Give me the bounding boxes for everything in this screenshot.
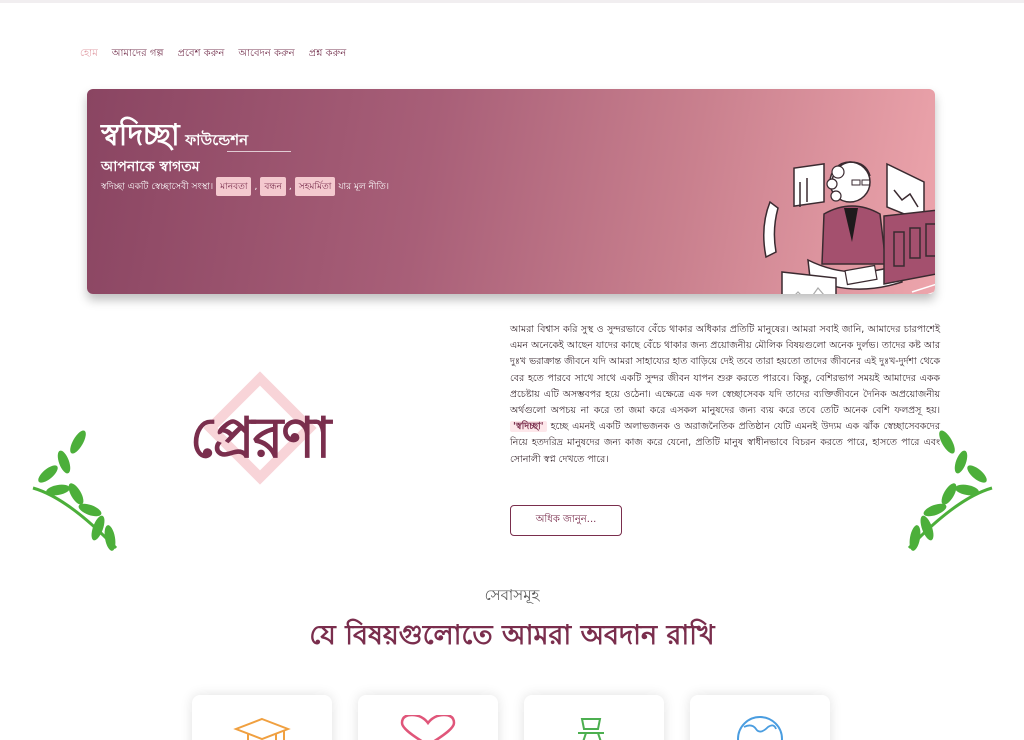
brand-underline xyxy=(227,151,291,152)
hero-tagline: স্বদিচ্ছা একটি স্বেচ্ছাসেবী সংস্থা। মানবতা , বন্ধন , সহমর্মিতা যার মূল নীতি। xyxy=(101,177,389,196)
motto-heading: প্রেরণা xyxy=(190,405,330,471)
service-card-health[interactable] xyxy=(358,695,498,740)
hero-banner xyxy=(87,89,935,294)
service-card-food[interactable] xyxy=(524,695,664,740)
graduation-cap-icon xyxy=(232,715,292,740)
motto-block xyxy=(180,380,380,495)
nav-ask[interactable]: প্রশ্ন করুন xyxy=(308,48,347,59)
nav-our-story[interactable]: আমাদের গল্প xyxy=(111,48,164,59)
nav-home[interactable]: হোম xyxy=(80,48,98,59)
value-chip-empathy: সহমর্মিতা xyxy=(295,177,336,196)
services-kicker: সেবাসমূহ xyxy=(484,586,540,604)
top-border xyxy=(0,0,1024,3)
globe-icon xyxy=(730,715,790,740)
learn-more-button[interactable]: অধিক জানুন... xyxy=(510,505,622,536)
welcome-heading: আপনাকে স্বাগতম xyxy=(101,159,200,175)
service-card-education[interactable] xyxy=(192,695,332,740)
nav-apply[interactable]: আবেদন করুন xyxy=(238,48,295,59)
tagline-prefix: স্বদিচ্ছা একটি স্বেচ্ছাসেবী সংস্থা। xyxy=(101,182,214,192)
value-chip-humanity: মানবতা xyxy=(216,177,251,196)
brand-name: স্বদিচ্ছা xyxy=(101,118,180,153)
service-card-global[interactable] xyxy=(690,695,830,740)
nav-login[interactable]: প্রবেশ করুন xyxy=(177,48,225,59)
value-chip-bond: বন্ধন xyxy=(260,177,286,196)
services-title: যে বিষয়গুলোতে আমরা অবদান রাখি xyxy=(309,620,715,651)
about-text-part-1: আমরা বিশ্বাস করি সুস্থ ও সুন্দরভাবে বেঁচে থাকার অধিকার প্রতিটি মানুষের। আমরা সবাই জানি, আমাদের চারপাশেই এমন অনেকেই আছেন যাদের কাছে বেঁচে থাকার জন্য প্রয়োজনীয় মৌলিক বিষয়গুলো অনেক দুর্লভ। তাদের কষ্ট আর দুঃখ ভরাক্রান্ত জীবনে যদি আমরা সাহায্যের হাত বাড়িয়ে দেই তবে তারা হয়তো তাদের জীবনের এই দুঃখ-দুর্দশা থেকে বের হতে পারবে সাথে সাথে একটি সুন্দর জীবন যাপন শুরু করতে পারবে। কিন্তু, বেশিরভাগ সময়ই আমাদের একক প্রচেষ্টায় এটি অসম্ভবপর হয়ে ওঠেনা। এক্ষেত্রে এক দল স্বেচ্ছাসেবক যদি তাদের ব্যক্তিজীবনে দৈনিক অপ্রয়োজনীয় অর্থগুলো অপচয় না করে তা জমা করে এসকল মানুষদের জন্য ব্যয় করে তবে তেটি অনেক বেশি ফলপ্রসূ হয়। xyxy=(510,324,940,417)
about-paragraph xyxy=(510,322,940,468)
about-text-part-2: হচ্ছে এমনই একটি অলাভজনক ও অরাজনৈতিক প্রতিষ্ঠান যেটি এমনই উদ্যম এক ঝাঁক স্বেচ্ছাসেবকদের নিয়ে হতদরিদ্র মানুষদের জন্য কাজ করে যেনো, প্রতিটি মানুষ স্বাধীনভাবে বিচরন করতে পারে, হাসতে পারে এবং সোনালী স্বপ্ন দেখতে পারে। xyxy=(510,421,941,465)
services-cards xyxy=(192,695,830,740)
food-cart-icon xyxy=(564,715,624,740)
about-brand-tag: 'স্বদিচ্ছা' xyxy=(510,421,547,432)
leaf-sprig-left xyxy=(28,428,123,553)
main-nav xyxy=(80,46,346,63)
tagline-suffix: যার মূল নীতি। xyxy=(338,182,390,192)
brand-subtitle: ফাউন্ডেশন xyxy=(185,131,249,149)
person-dashboard-illustration xyxy=(752,152,935,294)
heart-icon xyxy=(398,715,458,740)
